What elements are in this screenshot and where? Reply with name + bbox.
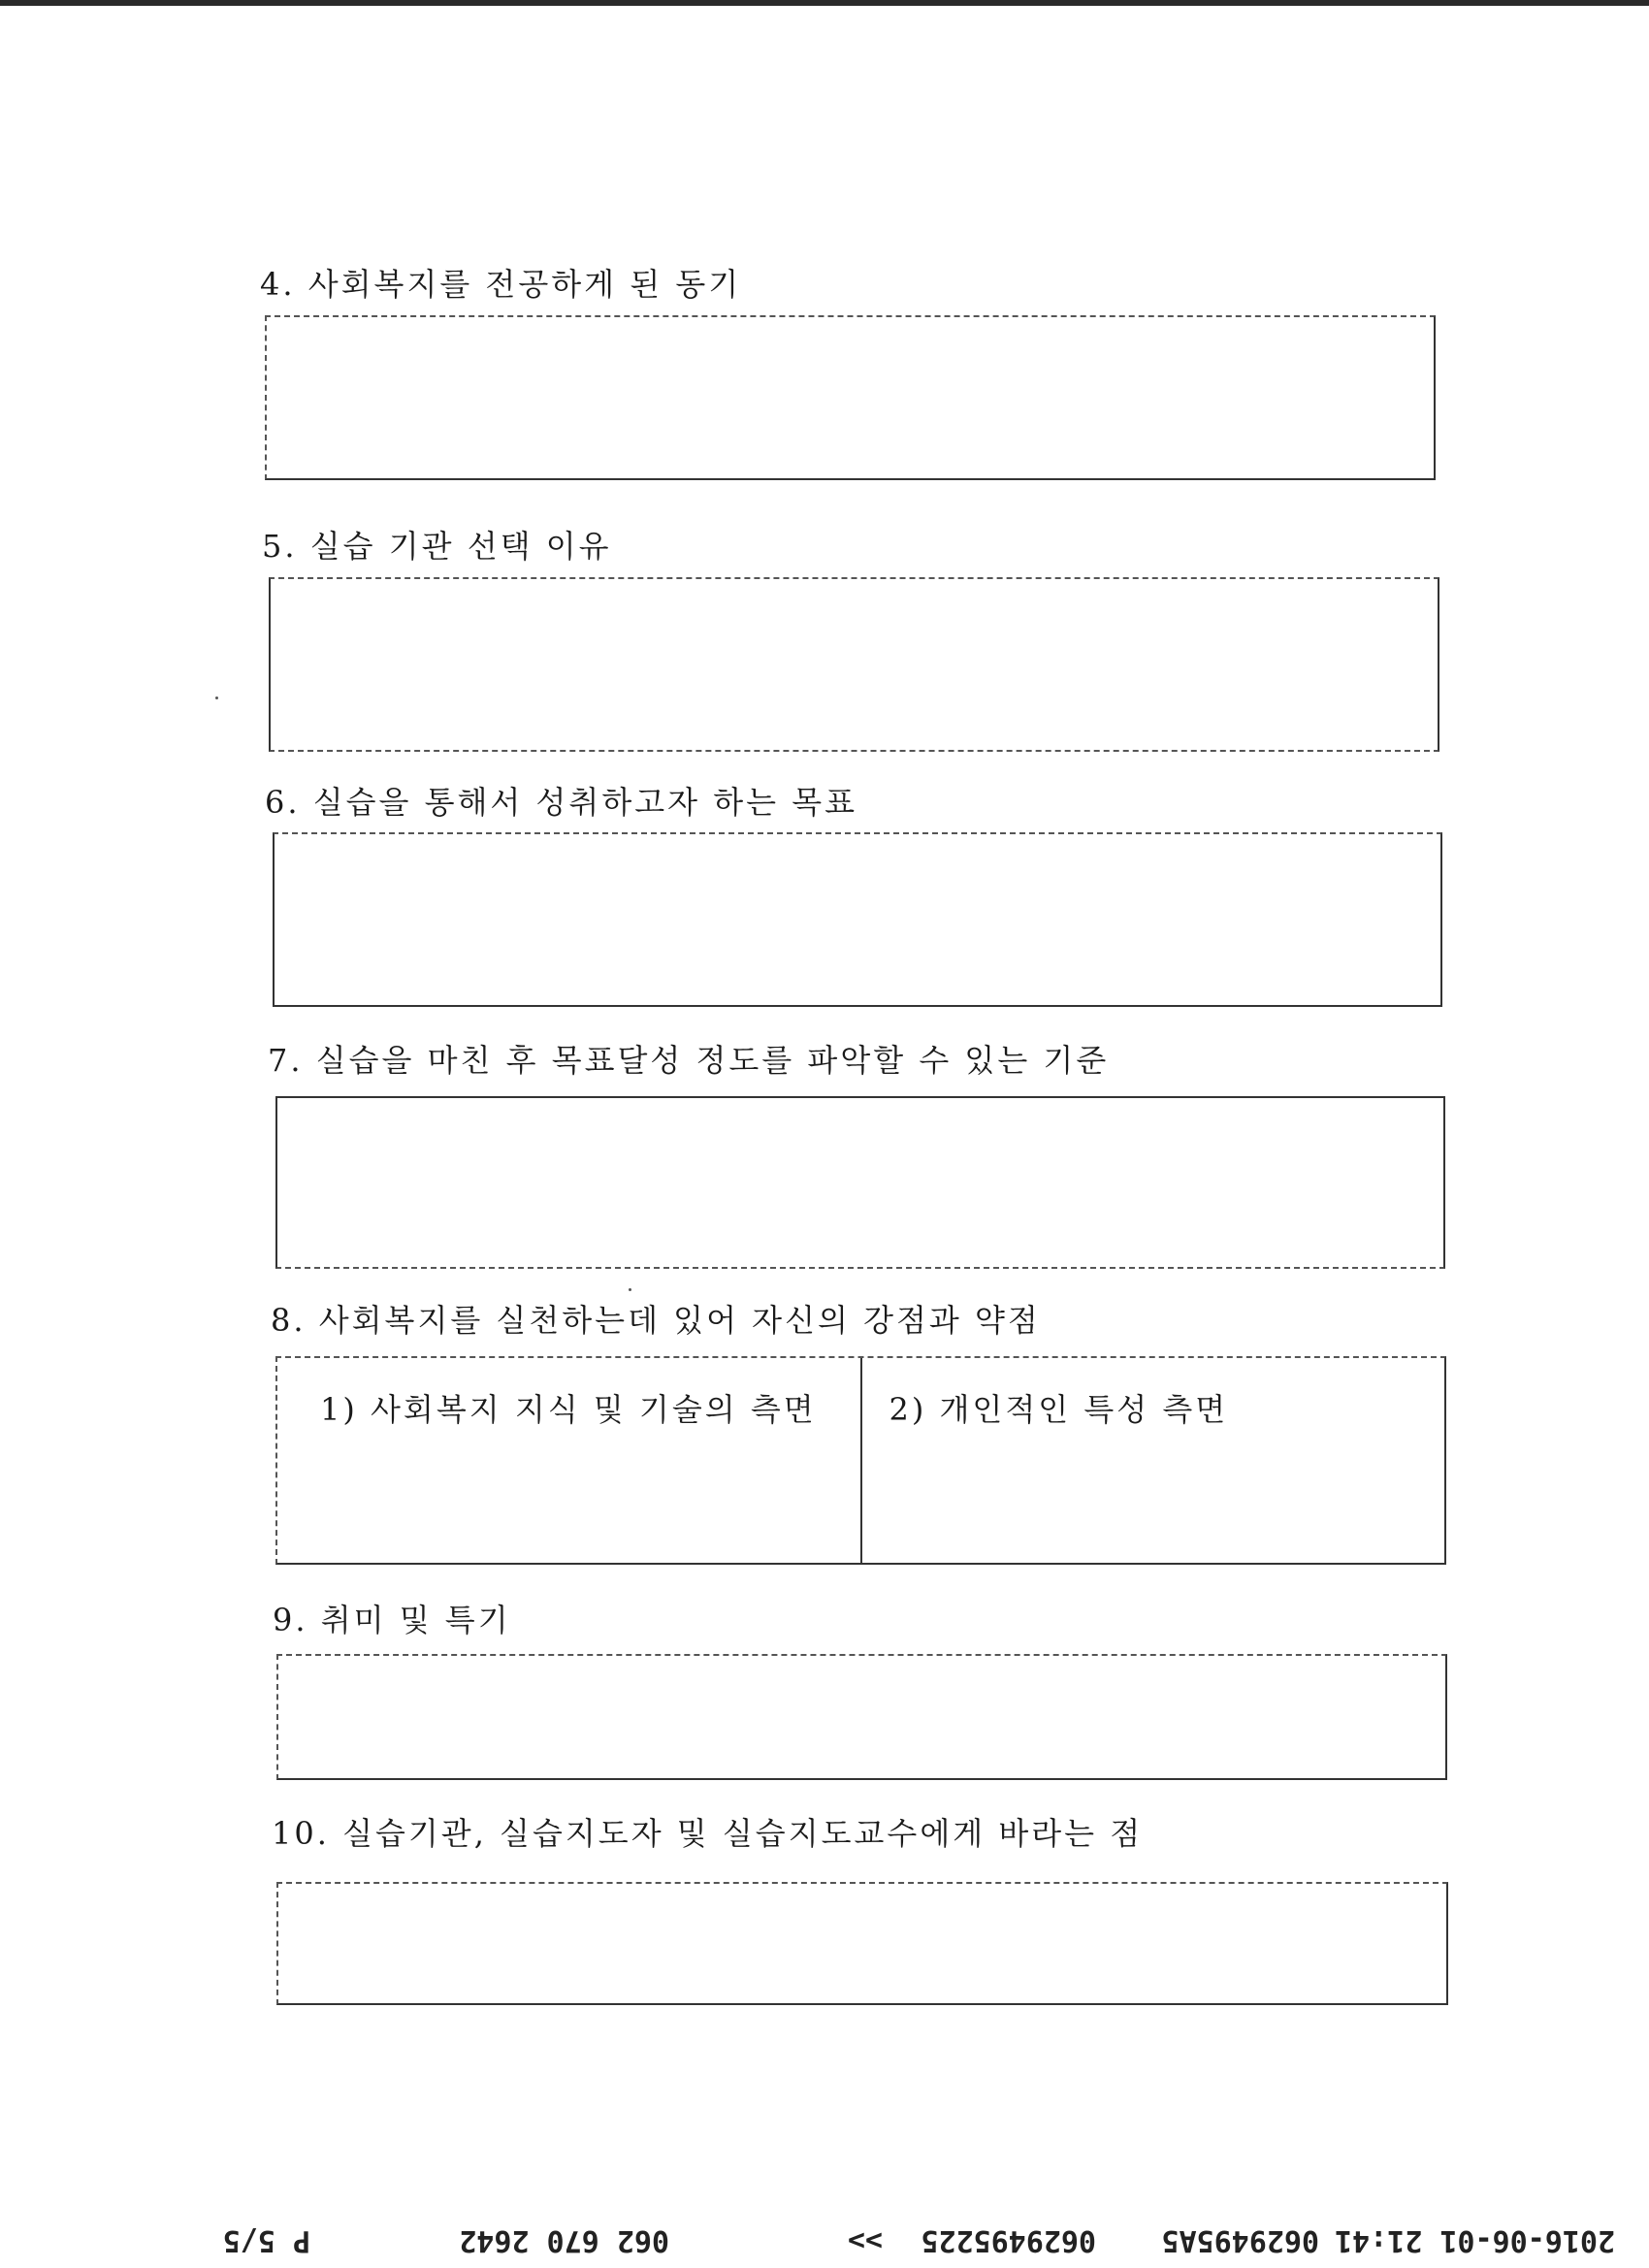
- fax-sender-number: 0629495A5: [1161, 2223, 1319, 2257]
- fax-recipient-number: 0629495225: [921, 2223, 1096, 2257]
- sub-question-8-1-label: 1) 사회복지 지식 및 기술의 측면: [320, 1391, 817, 1428]
- answer-box-4[interactable]: [265, 315, 1436, 480]
- fax-phone-number: 062 670 2642: [459, 2223, 669, 2257]
- strengths-weaknesses-personal-cell[interactable]: [860, 1358, 1445, 1563]
- fax-page-indicator: P 5/5: [222, 2223, 310, 2257]
- answer-box-5[interactable]: [269, 577, 1439, 752]
- question-8-label: 8. 사회복지를 실천하는데 있어 자신의 강점과 약점: [271, 1302, 1041, 1339]
- fax-arrow: >>: [847, 2223, 883, 2257]
- scan-edge: [0, 0, 1649, 6]
- scan-speck: [215, 697, 218, 699]
- fax-timestamp: 2016-06-01 21:41: [1335, 2223, 1615, 2257]
- sub-question-8-2-label: 2) 개인적인 특성 측면: [889, 1391, 1229, 1428]
- question-6-label: 6. 실습을 통해서 성취하고자 하는 목표: [265, 784, 858, 821]
- fax-transmission-header: [0, 2217, 1649, 2265]
- answer-box-8: [275, 1356, 1446, 1565]
- question-4-label: 4. 사회복지를 전공하게 된 동기: [260, 266, 742, 303]
- answer-box-7[interactable]: [275, 1096, 1445, 1269]
- question-10-label: 10. 실습기관, 실습지도자 및 실습지도교수에게 바라는 점: [272, 1815, 1144, 1852]
- answer-box-6[interactable]: [273, 832, 1442, 1007]
- question-5-label: 5. 실습 기관 선택 이유: [262, 528, 612, 565]
- scan-speck: [629, 1288, 631, 1291]
- question-9-label: 9. 취미 및 특기: [273, 1602, 511, 1638]
- strengths-weaknesses-knowledge-cell[interactable]: [277, 1358, 860, 1563]
- answer-box-10[interactable]: [276, 1882, 1448, 2005]
- question-7-label: 7. 실습을 마친 후 목표달성 정도를 파악할 수 있는 기준: [268, 1042, 1110, 1079]
- answer-box-9[interactable]: [276, 1654, 1447, 1780]
